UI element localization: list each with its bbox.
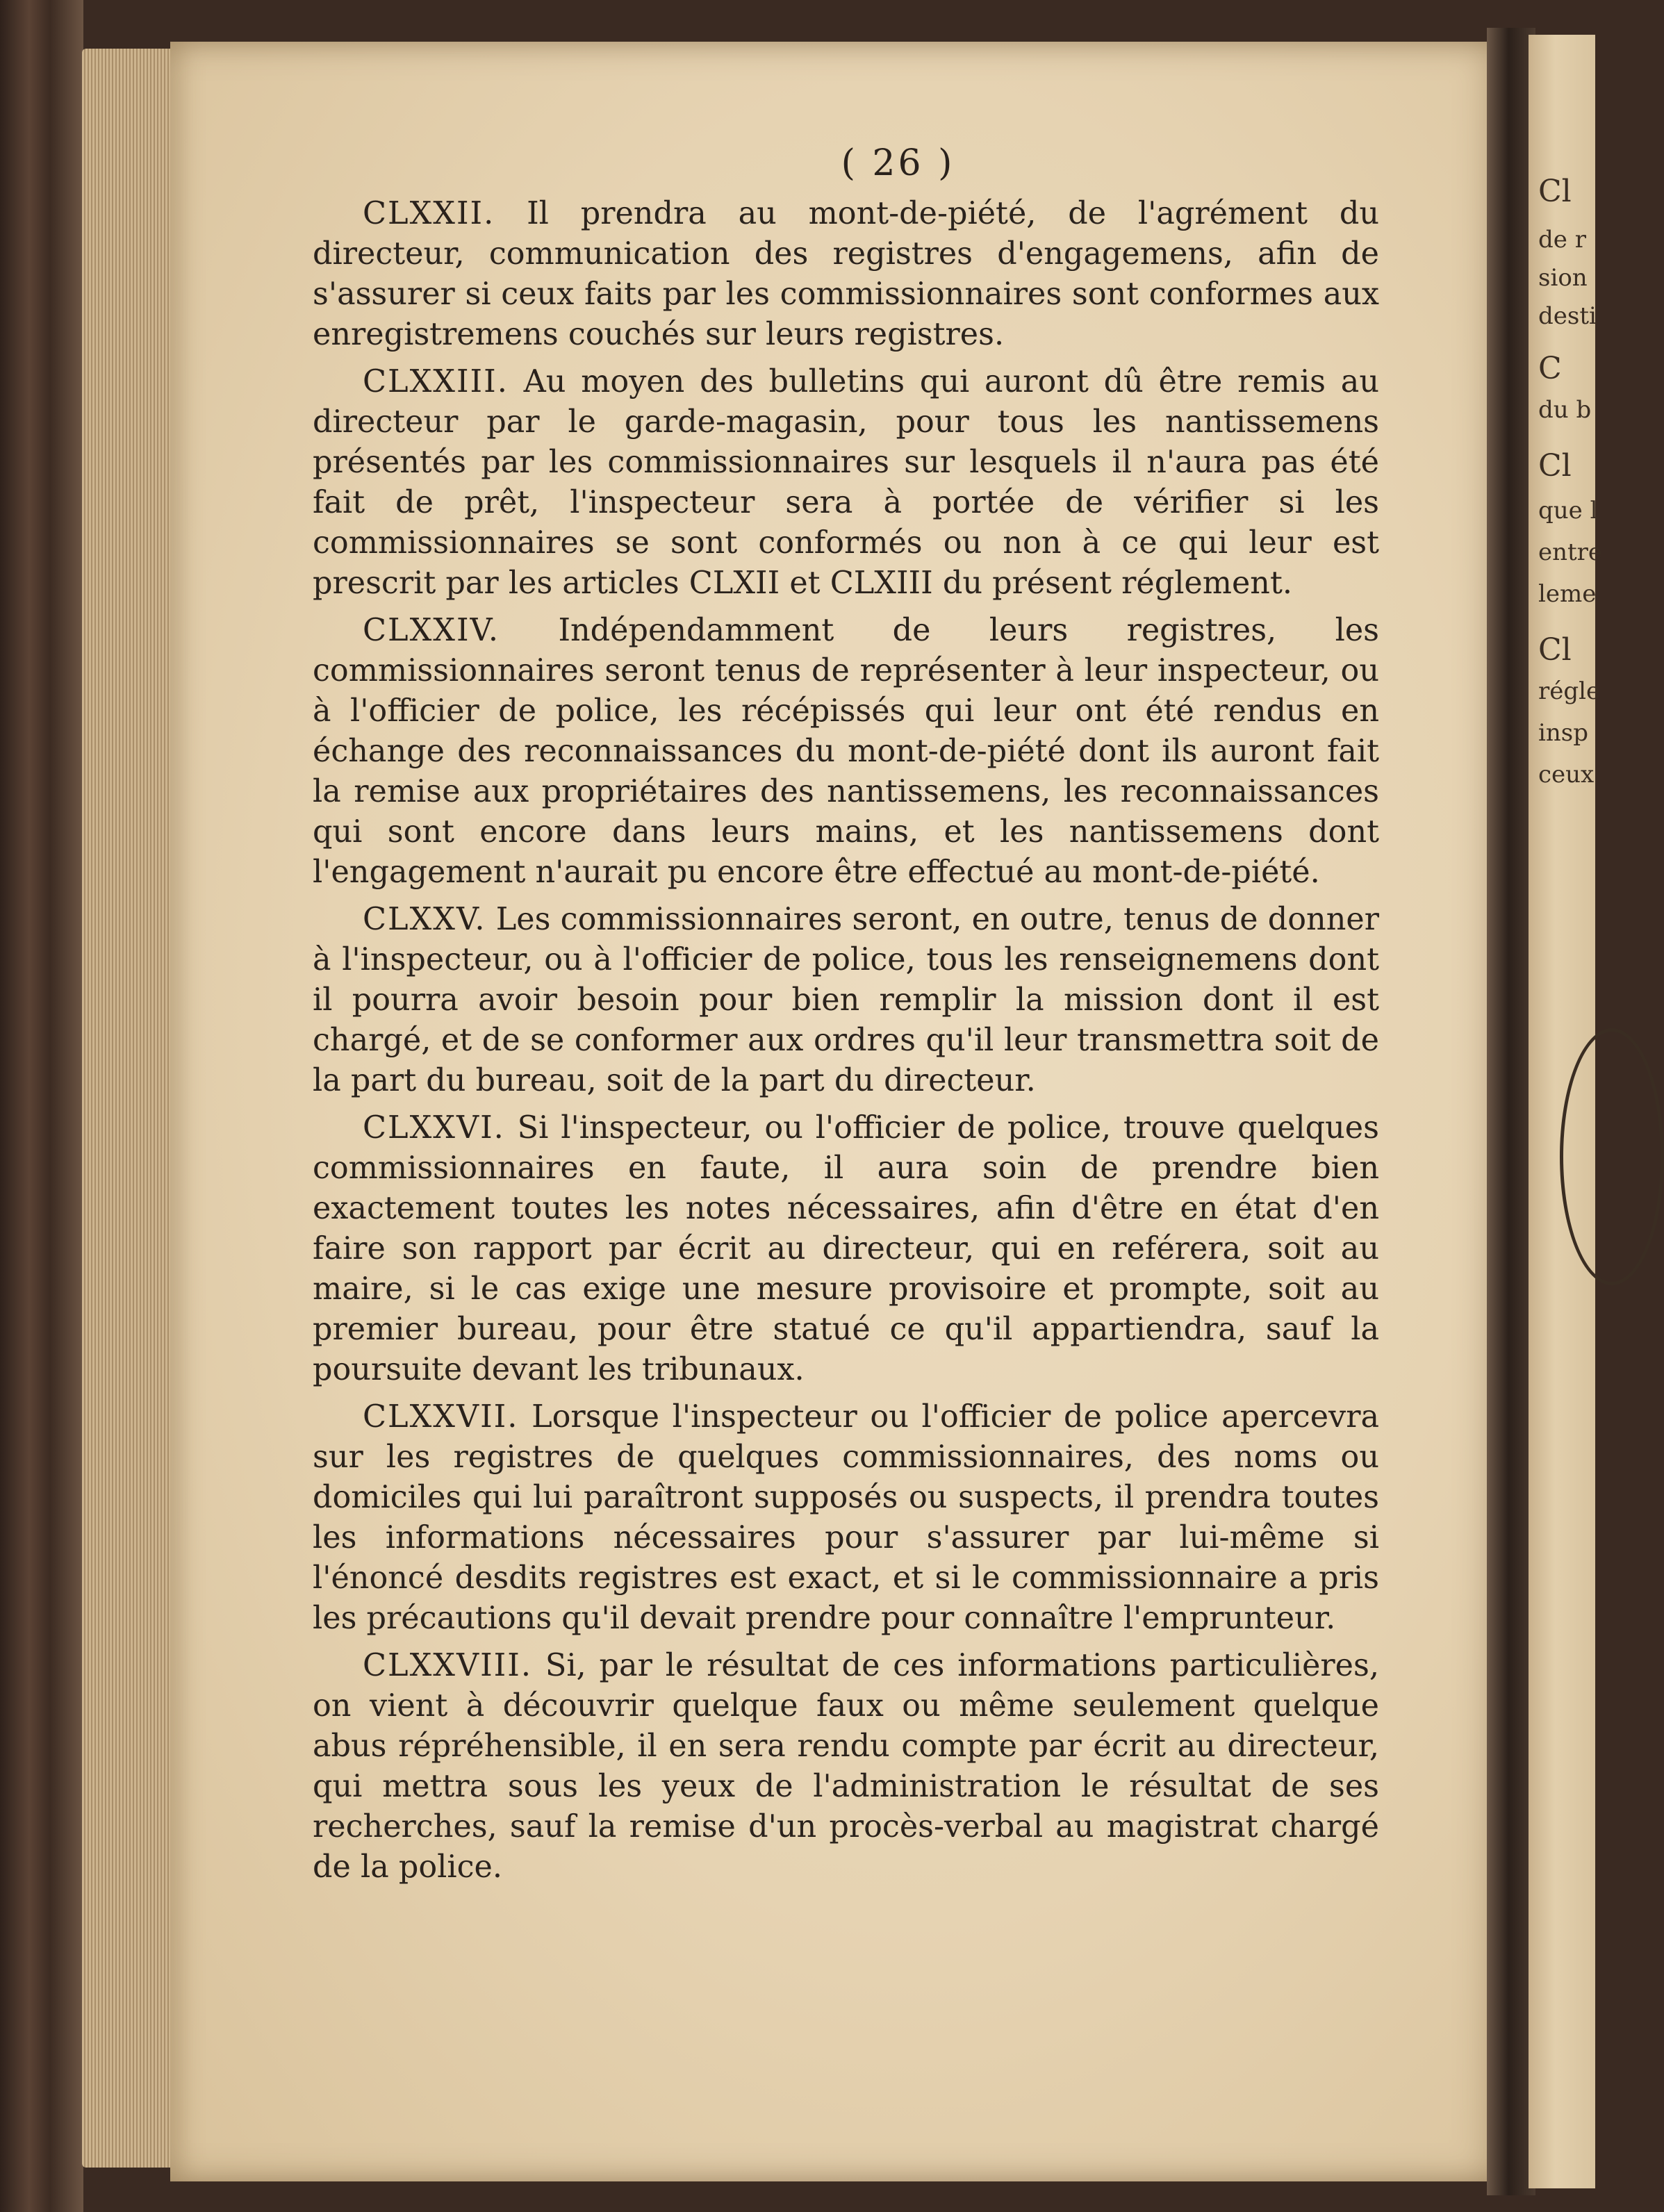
facing-fragment: que l: [1538, 497, 1598, 525]
facing-fragment: entre: [1538, 538, 1603, 566]
article-paragraph: [313, 1397, 1379, 1639]
facing-fragment: leme: [1538, 580, 1597, 608]
article-numeral: CLXXIII.: [363, 364, 509, 399]
page-edges: [82, 49, 172, 2168]
facing-fragment: régle: [1538, 677, 1601, 705]
facing-page: [1529, 35, 1603, 2188]
article-text: Au moyen des bulletins qui auront dû être remis au directeur par le garde-magasin, pour tous les nantissemens présentés par les commissionnaires sur lesquels il n'aura pas été fait de prêt, l'inspecteur sera à portée de vérifier si les commissionnaires se sont conformés ou non à ce qui leur est prescrit par les articles CLXII et CLXIII du présent réglement.: [313, 364, 1379, 601]
facing-fragment: Cl: [1538, 632, 1572, 668]
page-number: ( 26 ): [841, 142, 955, 184]
article-numeral: CLXXII.: [363, 196, 495, 231]
facing-page-ornament: [1560, 1028, 1664, 1285]
article-paragraph: [313, 1646, 1379, 1888]
article-numeral: CLXXVIII.: [363, 1648, 532, 1683]
facing-fragment: insp: [1538, 719, 1588, 747]
facing-fragment: de r: [1538, 226, 1586, 254]
article-numeral: CLXXVI.: [363, 1110, 505, 1146]
article-numeral: CLXXVII.: [363, 1399, 519, 1435]
article-paragraph: [313, 194, 1379, 355]
facing-fragment: Cl: [1538, 448, 1572, 484]
facing-fragment: ceux: [1538, 761, 1595, 789]
article-paragraph: [313, 611, 1379, 893]
facing-fragment: desti: [1538, 302, 1597, 330]
article-text: Il prendra au mont-de-piété, de l'agrément du directeur, communication des registres d'engagemens, afin de s'assurer si ceux faits par les commissionnaires sont conformes aux enregistremens couchés sur leurs registres.: [313, 196, 1379, 352]
facing-fragment: du b: [1538, 396, 1592, 424]
article-text: Lorsque l'inspecteur ou l'officier de police apercevra sur les registres de quelques commissionnaires, des noms ou domiciles qui lui paraîtront supposés ou suspects, il prendra toutes les informations nécessaires pour s'assurer par lui-même si l'énoncé desdits registres est exact, et si le commissionnaire a pris les précautions qu'il devait prendre pour connaître l'emprunteur.: [313, 1399, 1379, 1636]
facing-fragment: sion: [1538, 264, 1588, 292]
article-text: Si l'inspecteur, ou l'officier de police, trouve quelques commissionnaires en faute, il aura soin de prendre bien exactement toutes les notes nécessaires, afin d'être en état d'en faire son rapport par écrit au directeur, qui en reférera, soit au maire, si le cas exige une mesure provisoire et prompte, soit au premier bureau, pour être statué ce qu'il appartiendra, sauf la poursuite devant les tribunaux.: [313, 1110, 1379, 1387]
article-numeral: CLXXV.: [363, 902, 486, 937]
article-paragraph: [313, 900, 1379, 1101]
facing-fragment: C: [1538, 351, 1562, 386]
facing-fragment: Cl: [1538, 174, 1572, 209]
article-text: Indépendamment de leurs registres, les commissionnaires seront tenus de représenter à leur inspecteur, ou à l'officier de police, les récépissés qui leur ont été rendus en échange des reconnaissances du mont-de-piété dont ils auront fait la remise aux propriétaires des nantissemens, les reconnaissances qui sont encore dans leurs mains, et les nantissemens dont l'engagement n'aurait pu encore être effectué au mont-de-piété.: [313, 613, 1379, 890]
article-numeral: CLXXIV.: [363, 613, 500, 648]
article-paragraph: [313, 1108, 1379, 1390]
page-content: [313, 142, 1379, 1895]
article-paragraph: [313, 362, 1379, 604]
book-binding: [0, 0, 83, 2212]
article-text: Si, par le résultat de ces informations particulières, on vient à découvrir quelque faux ou même seulement quelque abus répréhensible, il en sera rendu compte par écrit au directeur, qui mettra sous les yeux de l'administration le résultat de ses recherches, sauf la remise d'un procès-verbal au magistrat chargé de la police.: [313, 1648, 1379, 1885]
article-text: Les commissionnaires seront, en outre, tenus de donner à l'inspecteur, ou à l'officier de police, tous les renseignemens dont il pourra avoir besoin pour bien remplir la mission dont il est chargé, et de se conformer aux ordres qu'il leur transmettra soit de la part du bureau, soit de la part du directeur.: [313, 902, 1379, 1098]
